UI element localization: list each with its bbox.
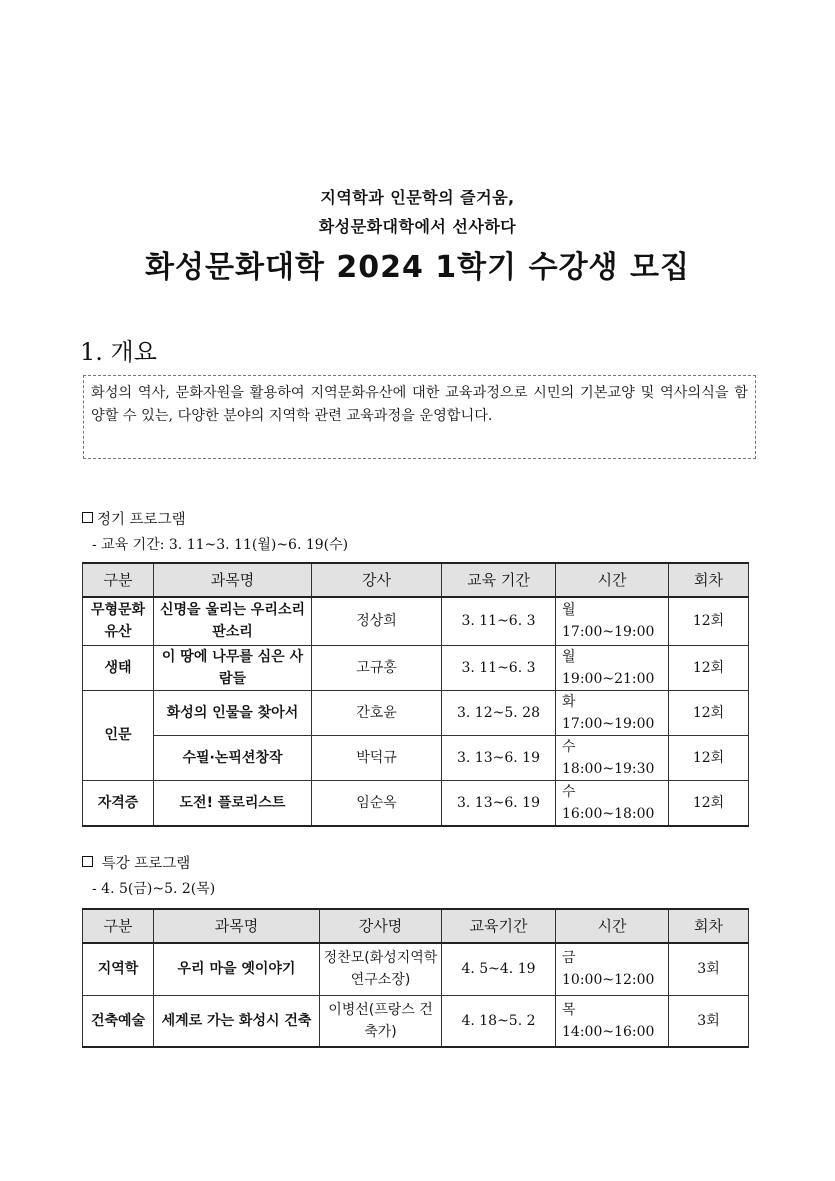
course-cell: 수필·논픽션창작 bbox=[154, 735, 312, 780]
column-header: 구분 bbox=[83, 909, 154, 943]
course-cell: 세계로 가는 화성시 건축 bbox=[154, 995, 320, 1047]
column-header: 교육기간 bbox=[442, 909, 556, 943]
time-cell: 목 14:00~16:00 bbox=[556, 995, 669, 1047]
column-header: 회차 bbox=[669, 909, 749, 943]
table-row bbox=[83, 645, 749, 690]
column-header: 과목명 bbox=[154, 909, 320, 943]
category-cell: 무형문화 유산 bbox=[83, 597, 154, 645]
time-cell: 월 19:00~21:00 bbox=[556, 645, 669, 690]
period-cell: 3. 11~6. 3 bbox=[442, 645, 556, 690]
special-program-period: - 4. 5(금)~5. 2(목) bbox=[92, 881, 216, 897]
special-program-table bbox=[82, 908, 749, 1048]
table-row bbox=[83, 597, 749, 645]
overview-heading: 1. 개요 bbox=[80, 338, 157, 366]
instructor-cell: 정찬모(화성지역학연구소장) bbox=[320, 943, 442, 995]
page-title: 화성문화대학 2024 1학기 수강생 모집 bbox=[145, 250, 690, 285]
table-header-row bbox=[83, 909, 749, 943]
category-cell: 지역학 bbox=[83, 943, 154, 995]
sessions-cell: 3회 bbox=[669, 995, 749, 1047]
period-cell: 4. 18~5. 2 bbox=[442, 995, 556, 1047]
period-cell: 3. 11~6. 3 bbox=[442, 597, 556, 645]
sessions-cell: 12회 bbox=[669, 690, 749, 735]
instructor-cell: 임순옥 bbox=[312, 780, 442, 826]
column-header: 시간 bbox=[556, 909, 669, 943]
period-cell: 4. 5~4. 19 bbox=[442, 943, 556, 995]
course-cell: 도전! 플로리스트 bbox=[154, 780, 312, 826]
overview-box: 화성의 역사, 문화자원을 활용하여 지역문화유산에 대한 교육과정으로 시민의 기본교양 및 역사의식을 함양할 수 있는, 다양한 분야의 지역학 관련 교육과정을 운영합니다. bbox=[83, 375, 756, 459]
checkbox-square-icon bbox=[82, 512, 93, 523]
category-cell: 자격증 bbox=[83, 780, 154, 826]
special-program-heading bbox=[82, 852, 190, 873]
table-row bbox=[83, 995, 749, 1047]
course-cell: 이 땅에 나무를 심은 사람들 bbox=[154, 645, 312, 690]
table-row bbox=[83, 943, 749, 995]
regular-program-period: - 교육 기간: 3. 11~3. 11(월)~6. 19(수) bbox=[92, 537, 349, 553]
regular-program-heading bbox=[82, 508, 186, 529]
period-cell: 3. 13~6. 19 bbox=[442, 780, 556, 826]
instructor-cell: 정상희 bbox=[312, 597, 442, 645]
checkbox-square-icon bbox=[82, 856, 93, 867]
time-cell: 월 17:00~19:00 bbox=[556, 597, 669, 645]
column-header: 시간 bbox=[556, 563, 669, 597]
subtitle-line-1: 지역학과 인문학의 즐거움, bbox=[320, 188, 515, 207]
course-cell: 화성의 인물을 찾아서 bbox=[154, 690, 312, 735]
sessions-cell: 12회 bbox=[669, 597, 749, 645]
instructor-cell: 이병선(프랑스 건축가) bbox=[320, 995, 442, 1047]
period-cell: 3. 12~5. 28 bbox=[442, 690, 556, 735]
sessions-cell: 3회 bbox=[669, 943, 749, 995]
table-row bbox=[83, 735, 749, 780]
category-cell: 인문 bbox=[83, 690, 154, 780]
time-cell: 수 18:00~19:30 bbox=[556, 735, 669, 780]
regular-program-label: 정기 프로그램 bbox=[97, 512, 186, 528]
table-header-row bbox=[83, 563, 749, 597]
column-header: 강사명 bbox=[320, 909, 442, 943]
column-header: 과목명 bbox=[154, 563, 312, 597]
instructor-cell: 간호윤 bbox=[312, 690, 442, 735]
time-cell: 화 17:00~19:00 bbox=[556, 690, 669, 735]
course-cell: 신명을 울리는 우리소리 판소리 bbox=[154, 597, 312, 645]
time-cell: 금 10:00~12:00 bbox=[556, 943, 669, 995]
regular-program-table bbox=[82, 562, 749, 827]
table-row bbox=[83, 780, 749, 826]
category-cell: 생태 bbox=[83, 645, 154, 690]
category-cell: 건축예술 bbox=[83, 995, 154, 1047]
column-header: 회차 bbox=[669, 563, 749, 597]
special-program-label: 특강 프로그램 bbox=[101, 856, 191, 872]
column-header: 구분 bbox=[83, 563, 154, 597]
time-cell: 수 16:00~18:00 bbox=[556, 780, 669, 826]
subtitle-line-2: 화성문화대학에서 선사하다 bbox=[318, 217, 517, 236]
table-row bbox=[83, 690, 749, 735]
column-header: 교육 기간 bbox=[442, 563, 556, 597]
instructor-cell: 박덕규 bbox=[312, 735, 442, 780]
column-header: 강사 bbox=[312, 563, 442, 597]
instructor-cell: 고규홍 bbox=[312, 645, 442, 690]
course-cell: 우리 마을 옛이야기 bbox=[154, 943, 320, 995]
period-cell: 3. 13~6. 19 bbox=[442, 735, 556, 780]
sessions-cell: 12회 bbox=[669, 735, 749, 780]
sessions-cell: 12회 bbox=[669, 780, 749, 826]
sessions-cell: 12회 bbox=[669, 645, 749, 690]
